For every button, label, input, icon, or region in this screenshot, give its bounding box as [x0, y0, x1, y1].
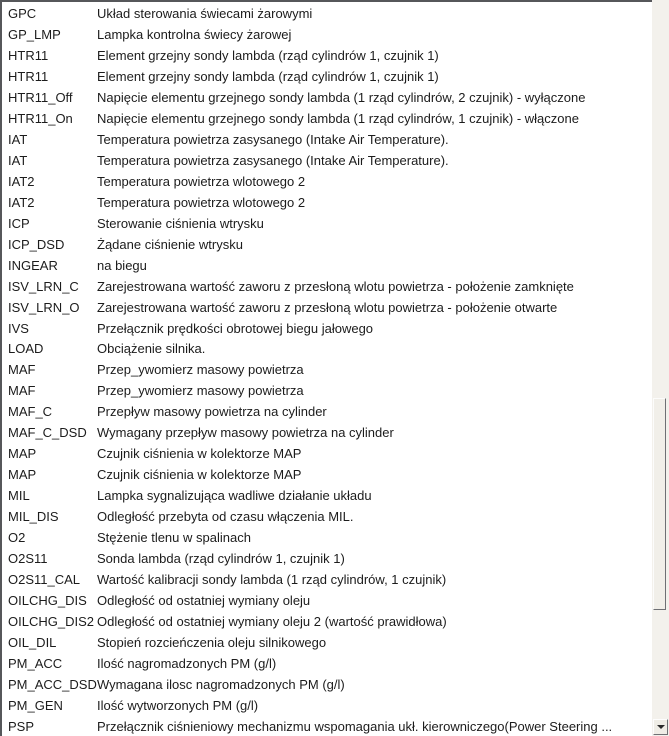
param-description: Wymagany przepływ masowy powietrza na cylinder: [97, 425, 394, 441]
param-row[interactable]: [2, 716, 652, 736]
param-description: Czujnik ciśnienia w kolektorze MAP: [97, 446, 302, 462]
param-row[interactable]: [2, 443, 652, 464]
param-code: HTR11: [8, 47, 49, 63]
param-code: IAT: [8, 152, 28, 168]
param-description: Ilość nagromadzonych PM (g/l): [97, 656, 277, 672]
param-row[interactable]: [2, 192, 652, 213]
param-row[interactable]: [2, 527, 652, 548]
param-code: HTR11_On: [8, 110, 73, 126]
param-code: IAT2: [8, 194, 35, 210]
param-code: PM_ACC_DSD: [8, 676, 97, 692]
param-code: LOAD: [8, 341, 44, 357]
param-code: ISV_LRN_C: [8, 278, 79, 294]
param-row[interactable]: [2, 485, 652, 506]
param-code: MIL_DIS: [8, 509, 59, 525]
param-description: Czujnik ciśnienia w kolektorze MAP: [97, 467, 302, 483]
param-row[interactable]: [2, 129, 652, 150]
param-row[interactable]: [2, 150, 652, 171]
param-code: MIL: [8, 488, 30, 504]
param-row[interactable]: [2, 171, 652, 192]
param-code: GPC: [8, 5, 37, 21]
parameter-rows: [2, 3, 652, 736]
param-code: IVS: [8, 320, 29, 336]
param-code: MAF: [8, 362, 36, 378]
param-code: OILCHG_DIS: [8, 593, 87, 609]
param-description: Odległość od ostatniej wymiany oleju 2 (wartość prawidłowa): [97, 614, 447, 630]
param-code: MAP: [8, 467, 37, 483]
vertical-scrollbar[interactable]: [652, 0, 669, 736]
param-code: HTR11_Off: [8, 89, 73, 105]
param-code: IAT: [8, 131, 28, 147]
param-code: O2S11_CAL: [8, 572, 81, 588]
param-row[interactable]: [2, 674, 652, 695]
param-description: Wartość kalibracji sondy lambda (1 rząd cylindrów, 1 czujnik): [97, 572, 447, 588]
param-row[interactable]: [2, 653, 652, 674]
param-row[interactable]: [2, 339, 652, 360]
param-row[interactable]: [2, 548, 652, 569]
param-code: OILCHG_DIS2: [8, 614, 94, 630]
param-row[interactable]: [2, 108, 652, 129]
param-description: Sterowanie ciśnienia wtrysku: [97, 215, 264, 231]
param-description: Układ sterowania świecami żarowymi: [97, 5, 313, 21]
param-description: Żądane ciśnienie wtrysku: [97, 236, 243, 252]
param-description: Lampka kontrolna świecy żarowej: [97, 26, 292, 42]
param-row[interactable]: [2, 234, 652, 255]
param-description: Odległość od ostatniej wymiany oleju: [97, 593, 311, 609]
param-row[interactable]: [2, 632, 652, 653]
param-row[interactable]: [2, 611, 652, 632]
param-description: Przepływ masowy powietrza na cylinder: [97, 404, 327, 420]
param-row[interactable]: [2, 3, 652, 24]
param-row[interactable]: [2, 24, 652, 45]
param-code: INGEAR: [8, 257, 58, 273]
param-description: Temperatura powietrza wlotowego 2: [97, 173, 306, 189]
param-row[interactable]: [2, 401, 652, 422]
scroll-down-icon: [657, 725, 665, 729]
param-code: HTR11: [8, 68, 49, 84]
param-description: Przełącznik prędkości obrotowej biegu jałowego: [97, 320, 374, 336]
param-description: Przep_ywomierz masowy powietrza: [97, 383, 304, 399]
param-code: ICP_DSD: [8, 236, 65, 252]
param-code: PSP: [8, 718, 35, 734]
param-code: MAF_C_DSD: [8, 425, 87, 441]
param-row[interactable]: [2, 569, 652, 590]
param-description: Napięcie elementu grzejnego sondy lambda (1 rząd cylindrów, 2 czujnik) - wyłączone: [97, 89, 586, 105]
param-code: MAF_C: [8, 404, 53, 420]
param-description: Temperatura powietrza zasysanego (Intake Air Temperature).: [97, 131, 449, 147]
param-description: Przep_ywomierz masowy powietrza: [97, 362, 304, 378]
param-description: Zarejestrowana wartość zaworu z przesłoną wlotu powietrza - położenie otwarte: [97, 299, 558, 315]
param-row[interactable]: [2, 422, 652, 443]
param-row[interactable]: [2, 318, 652, 339]
param-row[interactable]: [2, 45, 652, 66]
param-row[interactable]: [2, 359, 652, 380]
param-code: OIL_DIL: [8, 635, 57, 651]
param-code: PM_ACC: [8, 656, 63, 672]
param-description: Napięcie elementu grzejnego sondy lambda (1 rząd cylindrów, 1 czujnik) - włączone: [97, 110, 579, 126]
param-code: MAP: [8, 446, 37, 462]
param-row[interactable]: [2, 297, 652, 318]
param-row[interactable]: [2, 276, 652, 297]
param-row[interactable]: [2, 255, 652, 276]
param-code: ICP: [8, 215, 30, 231]
param-description: Sonda lambda (rząd cylindrów 1, czujnik 1): [97, 551, 345, 567]
scrollbar-thumb[interactable]: [653, 398, 666, 610]
param-code: ISV_LRN_O: [8, 299, 80, 315]
param-code: O2S11: [8, 551, 48, 567]
param-description: Stopień rozcieńczenia oleju silnikowego: [97, 635, 327, 651]
param-row[interactable]: [2, 464, 652, 485]
param-description: Element grzejny sondy lambda (rząd cylindrów 1, czujnik 1): [97, 68, 439, 84]
param-row[interactable]: [2, 695, 652, 716]
param-description: Element grzejny sondy lambda (rząd cylindrów 1, czujnik 1): [97, 47, 439, 63]
param-row[interactable]: [2, 213, 652, 234]
param-description: Temperatura powietrza wlotowego 2: [97, 194, 306, 210]
param-code: IAT2: [8, 173, 35, 189]
param-row[interactable]: [2, 87, 652, 108]
param-row[interactable]: [2, 380, 652, 401]
param-row[interactable]: [2, 66, 652, 87]
param-code: GP_LMP: [8, 26, 61, 42]
param-code: O2: [8, 530, 26, 546]
param-description: Ilość wytworzonych PM (g/l): [97, 697, 259, 713]
param-row[interactable]: [2, 590, 652, 611]
param-description: Przełącznik ciśnieniowy mechanizmu wspomagania ukł. kierowniczego(Power Steering ...: [97, 718, 613, 734]
param-description: Obciążenie silnika.: [97, 341, 206, 357]
param-code: PM_GEN: [8, 697, 63, 713]
scroll-down-button[interactable]: [653, 719, 668, 735]
param-description: Temperatura powietrza zasysanego (Intake Air Temperature).: [97, 152, 449, 168]
param-description: Wymagana ilosc nagromadzonych PM (g/l): [97, 676, 345, 692]
param-description: na biegu: [97, 257, 147, 273]
param-description: Stężenie tlenu w spalinach: [97, 530, 251, 546]
param-description: Lampka sygnalizująca wadliwe działanie układu: [97, 488, 372, 504]
param-code: MAF: [8, 383, 36, 399]
param-row[interactable]: [2, 506, 652, 527]
param-description: Zarejestrowana wartość zaworu z przesłoną wlotu powietrza - położenie zamknięte: [97, 278, 574, 294]
param-description: Odległość przebyta od czasu włączenia MIL.: [97, 509, 354, 525]
